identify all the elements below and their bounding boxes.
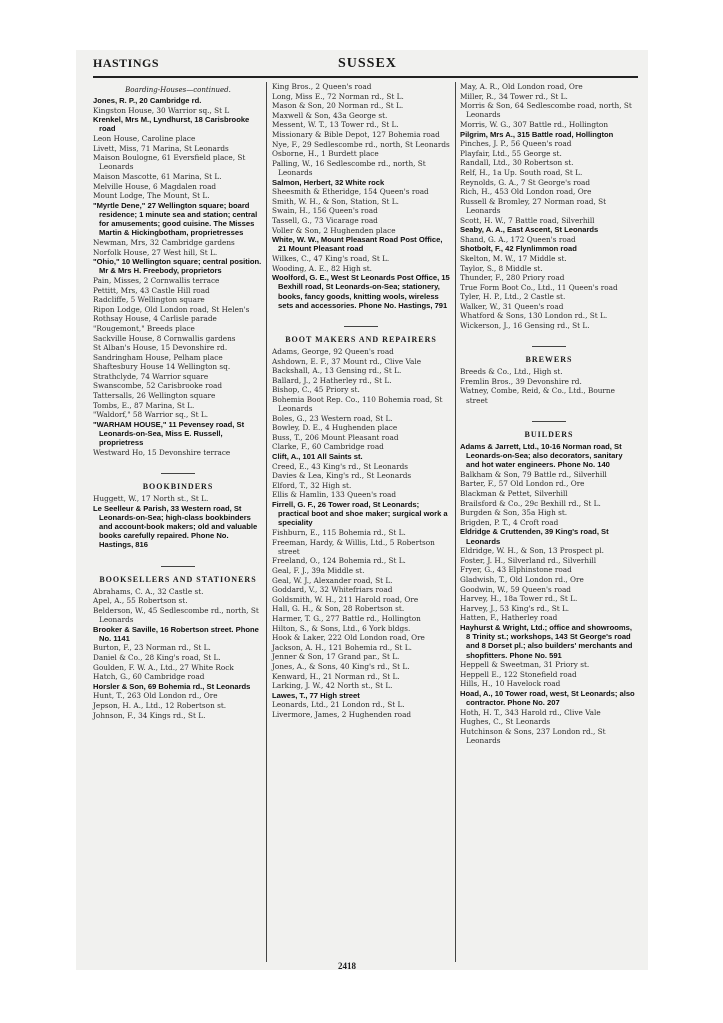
directory-entry-advert: Adams & Jarrett, Ltd., 10-16 Norman road, St Leonards-on-Sea; also decorators, sanitary and hot water engineers. Phone No. 140 <box>460 441 623 470</box>
directory-entry: Goulden, F. W. A., Ltd., 27 White Rock <box>93 662 234 672</box>
directory-entry: Hutchinson & Sons, 237 London rd., St Leonards <box>460 726 606 746</box>
column-1 <box>93 82 263 961</box>
directory-entry: Rothsay House, 4 Carlisle parade <box>93 314 217 324</box>
directory-entry: Ellis & Hamlin, 133 Queen's road <box>272 490 397 500</box>
directory-entry: Pinches, J. P., 56 Queen's road <box>460 139 572 149</box>
directory-entry: Maison Mascotte, 61 Marina, St L. <box>93 171 222 181</box>
directory-entry: Apel, A., 55 Robertson st. <box>93 596 188 606</box>
directory-entry: Reynolds, G. A., 7 St George's road <box>460 177 591 187</box>
directory-entry: Adams, George, 92 Queen's road <box>272 346 394 356</box>
directory-entry: Ashdown, E. F., 37 Mount rd., Clive Vale <box>272 356 422 366</box>
directory-entry: Tombs, E., 87 Marina, St L. <box>93 400 195 410</box>
directory-entry: Thunder, F., 280 Priory road <box>460 273 565 283</box>
directory-entry: Voller & Son, 2 Hughenden place <box>272 225 396 235</box>
directory-entry: Blackman & Pettet, Silverhill <box>460 489 568 499</box>
directory-entry: Fryer, G., 43 Elphinstone road <box>460 565 572 575</box>
directory-entry: Brigden, P. T., 4 Croft road <box>460 517 559 527</box>
directory-entry: Freeman, Hardy, & Willis, Ltd., 5 Robertson street <box>272 537 435 556</box>
directory-entry: Tyler, H. P., Ltd., 2 Castle st. <box>460 292 566 302</box>
directory-entry: Harmer, T. G., 277 Battle rd., Hollington <box>272 613 421 623</box>
directory-entry-advert: Lawes, T., 77 High street <box>272 690 360 700</box>
directory-entry-advert: Hayhurst & Wright, Ltd.; office and showrooms, 8 Trinity st.; workshops, 143 St George's road and 8 Dorset pl.; also builders' merchants and shopfitters. Phone No. 591 <box>460 622 633 660</box>
directory-entry: Shaftesbury House 14 Wellington sq. <box>93 362 231 372</box>
directory-entry: Goddard, V., 32 Whitefriars road <box>272 585 393 595</box>
directory-entry: Radcliffe, 5 Wellington square <box>93 295 205 305</box>
directory-entry: Heppell E., 122 Stonefield road <box>460 669 577 679</box>
section-subheading: Boarding-Houses—continued. <box>125 86 231 94</box>
directory-entry: Abrahams, C. A., 32 Castle st. <box>93 586 204 596</box>
directory-entry: Maison Boulogne, 61 Eversfield place, St Leonards <box>93 153 246 172</box>
directory-entry: Clarke, F., 60 Cambridge road <box>272 442 384 452</box>
directory-entry: Westward Ho, 15 Devonshire terrace <box>93 447 231 457</box>
header-county: SUSSEX <box>338 56 397 71</box>
directory-entry: Nye, F., 29 Sedlescombe rd., north, St Leonards <box>272 139 450 149</box>
directory-entry: Hatch, G., 60 Cambridge road <box>93 672 205 682</box>
directory-entry: Miller, R., 34 Tower rd., St L. <box>460 91 568 101</box>
directory-entry-advert: Firrell, G. F., 26 Tower road, St Leonards; practical boot and shoe maker; surgical work a speciality <box>272 500 448 528</box>
directory-entry: Jenner & Son, 17 Grand par., St L. <box>272 652 400 662</box>
directory-entry: Backshall, A., 13 Gensing rd., St L. <box>272 366 402 376</box>
directory-entry: Heppell & Sweetman, 31 Priory st. <box>460 660 590 670</box>
directory-entry: Creed, E., 43 King's rd., St Leonards <box>272 461 409 471</box>
directory-entry: Daniel & Co., 28 King's road, St L. <box>93 653 221 663</box>
directory-entry-advert: "Ohio," 10 Wellington square; central position. Mr & Mrs H. Freebody, proprietors <box>93 257 262 276</box>
directory-entry-advert: "Myrtle Dene," 27 Wellington square; board residence; 1 minute sea and station; central for amusements; good cuisine. The Misses Martin & Hickingbotham, proprietresses <box>93 200 258 238</box>
directory-entry-advert: Jones, R. P., 20 Cambridge rd. <box>93 96 202 105</box>
directory-entry: Hook & Laker, 222 Old London road, Ore <box>272 633 425 643</box>
directory-entry-advert: Clift, A., 101 All Saints st. <box>272 452 363 462</box>
directory-entry: "Rougemont," Breeds place <box>93 323 195 333</box>
directory-entry: Rich, H., 453 Old London road, Ore <box>460 187 592 197</box>
directory-entry-advert: Horsler & Son, 69 Bohemia rd., St Leonards <box>93 681 251 691</box>
directory-entry: Sheesmith & Etheridge, 154 Queen's road <box>272 187 429 197</box>
directory-entry: Long, Miss E., 72 Norman rd., St L. <box>272 91 404 101</box>
directory-entry: Sandringham House, Pelham place <box>93 352 223 362</box>
directory-entry-advert: White, W. W., Mount Pleasant Road Post Office, 21 Mount Pleasant road <box>272 235 443 254</box>
directory-entry-advert: Hoad, A., 10 Tower road, west, St Leonards; also contractor. Phone No. 207 <box>460 688 635 708</box>
section-divider <box>532 346 566 347</box>
directory-entry: Skelton, M. W., 17 Middle st. <box>460 253 567 263</box>
directory-entry: Burton, F., 23 Norman rd., St L. <box>93 643 211 653</box>
directory-entry: Pain, Misses, 2 Cornwallis terrace <box>93 275 220 285</box>
directory-entry: Freeland, O., 124 Bohemia rd., St L. <box>272 556 406 566</box>
directory-entry: Larking, J. W., 42 North st., St L. <box>272 681 393 691</box>
directory-entry-advert: Seaby, A. A., East Ascent, St Leonards <box>460 225 599 235</box>
directory-entry: Russell & Bromley, 27 Norman road, St Leonards <box>460 196 607 215</box>
directory-entry: Jones, A., & Sons, 40 King's rd., St L. <box>272 661 410 671</box>
directory-entry: Playfair, Ltd., 55 George st. <box>460 148 562 158</box>
directory-entry: Sackville House, 8 Cornwallis gardens <box>93 333 236 343</box>
directory-entry: Tattersalls, 26 Wellington square <box>93 391 216 401</box>
directory-entry-advert: Shotbolt, F., 42 Flynlimmon road <box>460 244 577 254</box>
directory-entry: Osborne, H., 1 Burdett place <box>272 149 379 159</box>
section-heading: BOOKBINDERS <box>142 482 214 492</box>
directory-entry: Jepson, H. A., Ltd., 12 Robertson st. <box>93 701 227 710</box>
directory-entry: Geal, W. J., Alexander road, St L. <box>272 575 393 585</box>
directory-entry: Smith, W. H., & Son, Station, St L. <box>272 196 399 206</box>
section-heading: BREWERS <box>525 355 573 365</box>
directory-entry: True Form Boot Co., Ltd., 11 Queen's road <box>460 282 618 292</box>
directory-entry: Buss, T., 206 Mount Pleasant road <box>272 432 399 442</box>
directory-entry: Hilton, S., & Sons, Ltd., 6 York bldgs. <box>272 623 411 633</box>
directory-entry: Burgden & Son, 35a High st. <box>460 508 568 518</box>
directory-entry: Belderson, W., 45 Sedlescombe rd., north, St Leonards <box>93 605 259 625</box>
directory-entry: Fremlin Bros., 39 Devonshire rd. <box>460 376 582 386</box>
directory-entry: Hunt, T., 263 Old London rd., Ore <box>93 691 218 701</box>
column-divider <box>455 82 456 962</box>
directory-entry: Mason & Son, 20 Norman rd., St L. <box>272 101 404 111</box>
directory-entry-advert: Woolford, G. E., West St Leonards Post Office, 15 Bexhill road, St Leonards-on-Sea; stationery, books, fancy goods, knitting wools, wireless sets and accessories. Phone No. Hastings, 791 <box>272 273 450 310</box>
section-divider <box>532 421 566 422</box>
directory-entry-advert: "WARHAM HOUSE," 11 Pevensey road, St Leonards-on-Sea, Miss E. Russell, proprietress <box>93 419 245 448</box>
directory-entry: Swanscombe, 52 Carisbrooke road <box>93 381 223 391</box>
directory-entry: Scott, H. W., 7 Battle road, Silverhill <box>460 215 595 225</box>
directory-entry: Shand, G. A., 172 Queen's road <box>460 234 576 244</box>
section-divider <box>344 326 378 327</box>
directory-entry: Walker, W., 31 Queen's road <box>460 301 564 311</box>
directory-entry: Hughes, C., St Leonards <box>460 717 551 727</box>
directory-entry: Hills, H., 10 Havelock road <box>460 679 561 689</box>
directory-entry: Randall, Ltd., 30 Robertson st. <box>460 158 574 168</box>
directory-entry-advert: Brooker & Saville, 16 Robertson street. Phone No. 1141 <box>93 624 259 643</box>
directory-entry-advert: Eldridge & Cruttenden, 39 King's road, St Leonards <box>460 527 609 546</box>
page-header <box>93 56 638 78</box>
directory-entry-advert: Le Seelleur & Parish, 33 Western road, St Leonards-on-Sea; high-class bookbinders and account-book makers; old and valuable books carefully repaired. Phone No. Hastings, 816 <box>93 503 258 550</box>
directory-entry: Relf, H., 1a Up. South road, St L. <box>460 167 583 177</box>
directory-entry: Wooding, A. E., 82 High st. <box>272 263 372 273</box>
directory-entry: Fishburn, E., 115 Bohemia rd., St L. <box>272 528 406 538</box>
directory-entry: Whatford & Sons, 130 London rd., St L. <box>460 311 608 321</box>
directory-entry-advert: Pilgrim, Mrs A., 315 Battle road, Hollington <box>460 129 614 139</box>
directory-entry: Goodwin, W., 59 Queen's road <box>460 584 571 594</box>
directory-entry: King Bros., 2 Queen's road <box>272 82 372 91</box>
directory-entry: Huggett, W., 17 North st., St L. <box>93 494 209 504</box>
directory-entry: Jackson, A. H., 121 Bohemia rd., St L. <box>272 642 412 652</box>
directory-entry: May, A. R., Old London road, Ore <box>460 82 583 91</box>
section-heading: BOOT MAKERS AND REPAIRERS <box>285 334 437 344</box>
directory-entry: Elford, T., 32 High st. <box>272 480 352 490</box>
header-rule <box>93 76 638 78</box>
directory-entry: Kenward, H., 21 Norman rd., St L. <box>272 671 400 681</box>
directory-entry: Morris, W. G., 307 Battle rd., Hollington <box>460 119 609 129</box>
directory-entry: Johnson, F., 34 Kings rd., St L. <box>93 710 206 720</box>
directory-entry: Gladwish, T., Old London rd., Ore <box>460 575 584 584</box>
directory-entry: Tassell, G., 73 Vicarage road <box>272 215 378 225</box>
directory-entry: Leonards, Ltd., 21 London rd., St L. <box>272 700 405 710</box>
directory-entry: Balkham & Son, 79 Battle rd., Silverhill <box>460 469 607 479</box>
directory-entry: Harvey, J., 53 King's rd., St L. <box>460 603 570 613</box>
directory-entry: Bishop, C., 45 Priory st. <box>272 385 360 395</box>
directory-entry: Goldsmith, W. H., 211 Harold road, Ore <box>272 594 419 604</box>
directory-entry: Missionary & Bible Depot, 127 Bohemia road <box>272 129 440 139</box>
directory-entry: Livermore, James, 2 Hughenden road <box>272 709 412 719</box>
directory-entry: St Alban's House, 15 Devonshire rd. <box>93 343 228 353</box>
directory-entry-advert: Salmon, Herbert, 32 White rock <box>272 177 385 187</box>
directory-entry: Bohemia Boot Rep. Co., 110 Bohemia road, St Leonards <box>272 394 443 414</box>
directory-entry: Bowley, D. E., 4 Hughenden place <box>272 423 398 433</box>
directory-entry: Boles, G., 23 Western road, St L. <box>272 413 393 423</box>
column-3 <box>460 82 638 961</box>
directory-entry: Livett, Miss, 71 Marina, St Leonards <box>93 143 229 153</box>
directory-entry: Swain, H., 156 Queen's road <box>272 206 378 216</box>
directory-entry: Hatten, F., Hatherley road <box>460 613 558 623</box>
directory-entry: Wickerson, J., 16 Gensing rd., St L. <box>460 321 590 331</box>
section-heading: BOOKSELLERS AND STATIONERS <box>99 574 257 584</box>
directory-entry: Morris & Son, 64 Sedlescombe road, north, St Leonards <box>460 101 632 120</box>
directory-entry: Foster, J. H., Silverland rd., Silverhill <box>460 555 597 565</box>
directory-entry-advert: Krenkel, Mrs M., Lyndhurst, 18 Carisbrooke road <box>93 115 250 134</box>
directory-entry: Melville House, 6 Magdalen road <box>93 181 217 191</box>
column-2 <box>272 82 450 961</box>
directory-entry: Palling, W., 16 Sedlescombe rd., north, St Leonards <box>272 158 426 177</box>
section-heading: BUILDERS <box>524 429 574 439</box>
header-town: HASTINGS <box>93 56 160 70</box>
directory-entry: Geal, F. J., 39a Middle st. <box>272 566 365 575</box>
directory-entry: Barter, F., 57 Old London rd., Ore <box>460 479 585 489</box>
directory-entry: Hall, G. H., & Son, 28 Robertson st. <box>272 604 405 614</box>
directory-entry: Eldridge, W. H., & Son, 13 Prospect pl. <box>460 546 604 556</box>
directory-entry: Taylor, S., 8 Middle st. <box>460 263 543 273</box>
section-divider <box>161 566 195 567</box>
directory-entry: Messent, W. T., 13 Tower rd., St L. <box>272 120 399 130</box>
directory-entry: Maxwell & Son, 43a George st. <box>272 110 388 120</box>
directory-entry: Pettitt, Mrs, 43 Castle Hill road <box>93 285 210 295</box>
section-divider <box>161 473 195 474</box>
directory-entry: Kingston House, 30 Warrior sq., St L <box>93 105 230 115</box>
directory-entry: Ripon Lodge, Old London road, St Helen's <box>93 304 250 314</box>
directory-entry: Mount Lodge, The Mount, St L. <box>93 191 210 201</box>
column-divider <box>266 82 267 962</box>
directory-entry: Harvey, H., 18a Tower rd., St L. <box>460 594 578 604</box>
directory-entry: Brailsford & Co., 29c Bexhill rd., St L. <box>460 498 601 508</box>
directory-entry: Norfolk House, 27 West hill, St L. <box>93 247 218 257</box>
directory-entry: Breeds & Co., Ltd., High st. <box>460 367 563 377</box>
directory-entry: Strathclyde, 74 Warrior square <box>93 371 209 381</box>
directory-entry: Davies & Lea, King's rd., St Leonards <box>272 471 412 481</box>
directory-entry: Leon House, Caroline place <box>93 133 196 143</box>
directory-entry: Hoth, H. T., 343 Harold rd., Clive Vale <box>460 707 601 717</box>
page-number: 2418 <box>338 961 356 971</box>
directory-entry: "Waldorf," 58 Warrior sq., St L. <box>93 410 209 420</box>
directory-entry: Wilkes, C., 47 King's road, St L. <box>272 253 390 263</box>
directory-entry: Newman, Mrs, 32 Cambridge gardens <box>93 237 235 247</box>
directory-entry: Ballard, J., 2 Hatherley rd., St L. <box>272 375 392 385</box>
directory-entry: Watney, Combe, Reid, & Co., Ltd., Bourne street <box>460 386 615 405</box>
